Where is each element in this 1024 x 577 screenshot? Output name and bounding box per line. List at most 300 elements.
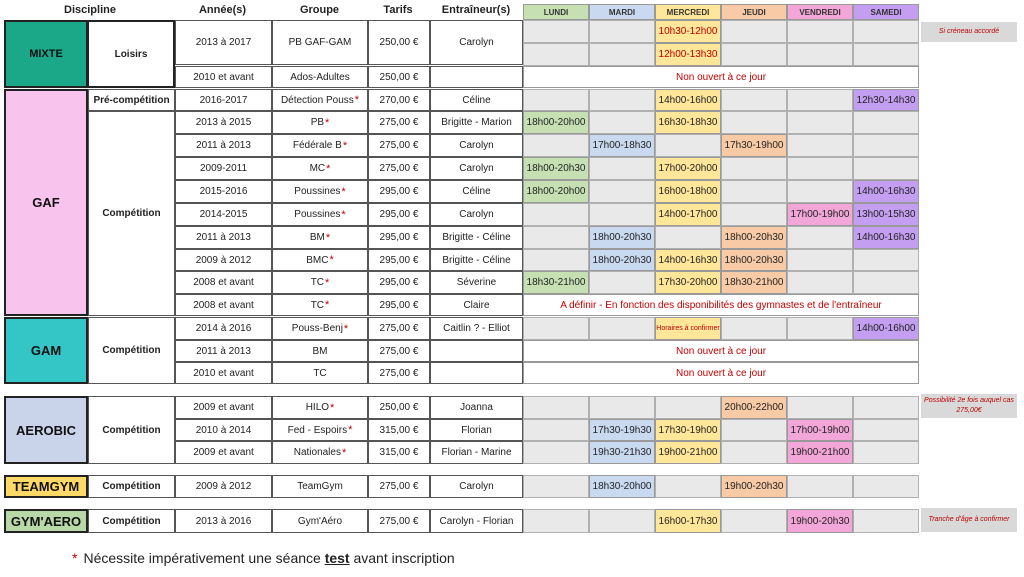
day-grid-cell xyxy=(853,271,919,294)
day-grid-cell xyxy=(787,317,853,340)
cell-entraineur xyxy=(430,271,523,294)
cell-text: Brigitte - Céline xyxy=(442,254,511,266)
cell-text: 295,00 € xyxy=(379,299,419,311)
time-slot: 18h30-21h00 xyxy=(721,271,787,294)
cell-text: Poussines xyxy=(294,209,341,220)
footer-text-after: avant inscription xyxy=(349,550,455,566)
day-grid-cell xyxy=(523,203,589,226)
time-slot: 18h00-20h30 xyxy=(721,249,787,271)
day-grid-cell xyxy=(589,203,655,226)
day-grid-cell xyxy=(853,157,919,180)
cell-groupe xyxy=(272,134,368,157)
discipline-gam: GAM xyxy=(4,317,88,384)
cell-text: MC xyxy=(309,163,326,174)
cell-groupe xyxy=(272,475,368,498)
cell-groupe xyxy=(272,180,368,203)
cell-text: 2010 et avant xyxy=(193,71,254,83)
footer-text-before: Nécessite impérativement une séance xyxy=(83,550,325,566)
cell-text: Brigitte - Marion xyxy=(441,117,512,128)
time-slot: 14h00-16h30 xyxy=(853,180,919,203)
cell-text: Carolyn xyxy=(459,163,494,174)
time-slot: 14h00-16h30 xyxy=(853,226,919,249)
time-slot: 14h00-17h00 xyxy=(655,203,721,226)
cell-text: Ados-Adultes xyxy=(290,71,350,83)
cell-groupe xyxy=(272,89,368,111)
day-grid-cell xyxy=(523,317,589,340)
time-slot: 18h00-20h30 xyxy=(523,157,589,180)
cell-entraineur xyxy=(430,66,523,88)
cell-annees xyxy=(175,441,272,464)
cell-annees xyxy=(175,317,272,340)
asterisk-mark: * xyxy=(343,322,349,335)
cell-annees xyxy=(175,396,272,419)
cell-text: 2010 et avant xyxy=(193,367,254,379)
cell-text: 295,00 € xyxy=(379,254,419,266)
cell-groupe xyxy=(272,203,368,226)
cell-entraineur xyxy=(430,419,523,441)
day-grid-cell xyxy=(853,20,919,43)
cell-groupe xyxy=(272,226,368,249)
time-slot: 16h30-18h30 xyxy=(655,111,721,134)
cell-text: PB GAF-GAM xyxy=(288,37,352,48)
time-slot: 14h00-16h00 xyxy=(655,89,721,111)
message-a-definir: A définir - En fonction des disponibilités des gymnastes et de l'entraîneur xyxy=(523,294,919,316)
cell-text: 2013 à 2015 xyxy=(195,117,252,128)
day-grid-cell xyxy=(853,249,919,271)
day-grid-cell xyxy=(853,134,919,157)
cell-text: 2008 et avant xyxy=(193,299,254,311)
day-grid-cell xyxy=(787,134,853,157)
day-grid-cell xyxy=(787,249,853,271)
cell-groupe xyxy=(272,317,368,340)
cell-text: Fédérale B xyxy=(292,140,342,151)
note-gymaero: Tranche d'âge à confirmer xyxy=(921,508,1017,532)
header-day-mardi: MARDI xyxy=(589,4,655,20)
day-grid-cell xyxy=(721,20,787,43)
time-slot: 17h30-20h00 xyxy=(655,271,721,294)
cell-tarif xyxy=(368,509,430,533)
day-grid-cell xyxy=(655,134,721,157)
day-grid-cell xyxy=(853,419,919,441)
cell-tarif xyxy=(368,89,430,111)
day-grid-cell xyxy=(589,20,655,43)
day-grid-cell xyxy=(853,43,919,66)
cell-text: 250,00 € xyxy=(379,402,419,413)
day-grid-cell xyxy=(787,396,853,419)
cell-annees xyxy=(175,419,272,441)
footer-text-bold: test xyxy=(324,550,350,566)
time-slot: 19h30-21h30 xyxy=(589,441,655,464)
cell-text: 315,00 € xyxy=(379,424,419,436)
cell-tarif xyxy=(368,419,430,441)
cell-text: 2009-2011 xyxy=(199,163,248,174)
cell-text: 2008 et avant xyxy=(193,277,254,288)
cell-text: Brigitte - Céline xyxy=(442,232,511,243)
cell-tarif xyxy=(368,180,430,203)
cell-groupe xyxy=(272,20,368,65)
cell-entraineur xyxy=(430,249,523,271)
day-grid-cell xyxy=(853,441,919,464)
day-grid-cell xyxy=(523,475,589,498)
cell-text: 275,00 € xyxy=(379,140,419,151)
time-slot: 16h00-18h00 xyxy=(655,180,721,203)
discipline-teamgym: TEAMGYM xyxy=(4,475,88,498)
cell-entraineur xyxy=(430,89,523,111)
cell-text: Carolyn xyxy=(459,37,494,48)
cell-text: 275,00 € xyxy=(379,163,419,174)
cell-annees xyxy=(175,362,272,384)
cell-groupe xyxy=(272,419,368,441)
cell-text: 2011 à 2013 xyxy=(196,232,251,243)
cell-entraineur xyxy=(430,157,523,180)
cell-text: Céline xyxy=(462,94,491,106)
cell-text: Joanna xyxy=(460,402,493,413)
level-precomp: Pré-compétition xyxy=(88,89,175,111)
footer-note xyxy=(72,550,455,566)
cell-text: PB xyxy=(310,117,325,128)
header-day-vendredi: VENDREDI xyxy=(787,4,853,20)
day-grid-cell xyxy=(721,441,787,464)
cell-text: 315,00 € xyxy=(379,447,419,458)
cell-annees xyxy=(175,180,272,203)
discipline-gaf: GAF xyxy=(4,89,88,316)
cell-entraineur xyxy=(430,20,523,65)
day-grid-cell xyxy=(655,226,721,249)
time-slot: 18h00-20h00 xyxy=(523,111,589,134)
cell-entraineur xyxy=(430,226,523,249)
cell-entraineur xyxy=(430,340,523,362)
asterisk-mark: * xyxy=(326,162,331,175)
cell-text: Carolyn xyxy=(459,209,494,220)
cell-text: 275,00 € xyxy=(379,345,419,357)
cell-text: 250,00 € xyxy=(379,71,419,83)
time-slot: 17h00-19h00 xyxy=(787,203,853,226)
cell-annees xyxy=(175,134,272,157)
cell-text: 2014 à 2016 xyxy=(195,323,252,334)
discipline-aerobic: AEROBIC xyxy=(4,396,88,464)
time-slot: 19h00-21h00 xyxy=(655,441,721,464)
asterisk-mark: * xyxy=(341,446,347,459)
cell-tarif xyxy=(368,203,430,226)
cell-text: Caitlin ? - Elliot xyxy=(443,323,510,334)
day-grid-cell xyxy=(523,226,589,249)
cell-text: 2011 à 2013 xyxy=(196,345,251,357)
asterisk-mark: * xyxy=(342,139,348,152)
day-grid-cell xyxy=(787,111,853,134)
cell-entraineur xyxy=(430,475,523,498)
day-grid-cell xyxy=(853,475,919,498)
day-grid-cell xyxy=(721,509,787,533)
cell-groupe xyxy=(272,111,368,134)
cell-groupe xyxy=(272,441,368,464)
time-slot: 17h30-19h00 xyxy=(655,419,721,441)
message-non-ouvert: Non ouvert à ce jour xyxy=(523,362,919,384)
header-tarifs: Tarifs xyxy=(383,4,413,16)
discipline-gymaero: GYM'AERO xyxy=(4,509,88,533)
day-grid-cell xyxy=(787,89,853,111)
cell-entraineur xyxy=(430,509,523,533)
time-slot: 20h00-22h00 xyxy=(721,396,787,419)
cell-text: Florian xyxy=(461,424,492,436)
time-slot: 18h30-20h00 xyxy=(589,475,655,498)
cell-text: 2009 et avant xyxy=(193,402,254,413)
cell-text: 2014-2015 xyxy=(199,209,248,220)
time-slot: 18h00-20h30 xyxy=(721,226,787,249)
day-grid-cell xyxy=(721,89,787,111)
cell-tarif xyxy=(368,249,430,271)
header-day-lundi: LUNDI xyxy=(523,4,589,20)
cell-text: Pouss-Benj xyxy=(291,323,343,334)
cell-entraineur xyxy=(430,203,523,226)
cell-groupe xyxy=(272,249,368,271)
cell-text: Fed - Espoirs xyxy=(287,424,348,436)
day-grid-cell xyxy=(787,226,853,249)
asterisk-mark: * xyxy=(354,94,360,106)
day-grid-cell xyxy=(589,157,655,180)
asterisk-mark: * xyxy=(329,254,334,266)
day-grid-cell xyxy=(655,396,721,419)
cell-annees xyxy=(175,249,272,271)
cell-text: TeamGym xyxy=(297,481,343,492)
cell-text: Céline xyxy=(462,186,491,197)
day-grid-cell xyxy=(721,180,787,203)
cell-text: Claire xyxy=(463,299,490,311)
cell-tarif xyxy=(368,294,430,316)
level-competition-gaf: Compétition xyxy=(88,111,175,316)
day-grid-cell xyxy=(721,43,787,66)
day-grid-cell xyxy=(589,111,655,134)
day-grid-cell xyxy=(523,509,589,533)
asterisk-mark: * xyxy=(341,185,346,198)
asterisk-mark: * xyxy=(325,299,330,311)
discipline-mixte: MIXTE xyxy=(4,20,88,88)
cell-tarif xyxy=(368,475,430,498)
day-grid-cell xyxy=(721,203,787,226)
cell-text: TC xyxy=(313,367,327,379)
cell-entraineur xyxy=(430,396,523,419)
day-grid-cell xyxy=(523,134,589,157)
day-grid-cell xyxy=(523,396,589,419)
message-non-ouvert: Non ouvert à ce jour xyxy=(523,66,919,88)
cell-annees xyxy=(175,509,272,533)
cell-annees xyxy=(175,203,272,226)
note-creneau: Si créneau accordé xyxy=(921,22,1017,42)
cell-text: 275,00 € xyxy=(379,323,419,334)
cell-groupe xyxy=(272,509,368,533)
cell-entraineur xyxy=(430,317,523,340)
time-slot: 18h00-20h00 xyxy=(523,180,589,203)
cell-entraineur xyxy=(430,294,523,316)
day-grid-cell xyxy=(655,475,721,498)
time-slot: 14h00-16h00 xyxy=(853,317,919,340)
cell-text: 2010 à 2014 xyxy=(195,424,252,436)
cell-text: Séverine xyxy=(456,277,497,288)
time-slot: 12h00-13h30 xyxy=(655,43,721,66)
time-slot: 18h30-21h00 xyxy=(523,271,589,294)
time-slot: 19h00-21h00 xyxy=(787,441,853,464)
cell-text: 295,00 € xyxy=(379,232,419,243)
cell-annees xyxy=(175,66,272,88)
day-grid-cell xyxy=(589,43,655,66)
cell-text: TC xyxy=(310,299,325,311)
cell-annees xyxy=(175,340,272,362)
day-grid-cell xyxy=(787,157,853,180)
day-grid-cell xyxy=(721,157,787,180)
cell-groupe xyxy=(272,157,368,180)
cell-text: Gym'Aéro xyxy=(297,515,343,527)
day-grid-cell xyxy=(721,111,787,134)
cell-tarif xyxy=(368,441,430,464)
cell-groupe xyxy=(272,340,368,362)
header-annees: Année(s) xyxy=(198,4,247,16)
day-grid-cell xyxy=(787,475,853,498)
cell-text: 250,00 € xyxy=(379,37,419,48)
cell-text: 275,00 € xyxy=(379,117,419,128)
header-day-mercredi: MERCREDI xyxy=(655,4,721,20)
cell-text: 295,00 € xyxy=(379,186,419,197)
day-grid-cell xyxy=(721,317,787,340)
time-slot: 14h00-16h30 xyxy=(655,249,721,271)
cell-text: 2013 à 2016 xyxy=(195,515,252,527)
cell-text: Détection Pouss xyxy=(280,94,354,106)
day-grid-cell xyxy=(853,111,919,134)
cell-annees xyxy=(175,89,272,111)
cell-text: 2009 et avant xyxy=(193,447,254,458)
cell-tarif xyxy=(368,317,430,340)
day-grid-cell xyxy=(589,317,655,340)
level-competition-gam: Compétition xyxy=(88,317,175,384)
cell-annees xyxy=(175,20,272,65)
level-competition-aerobic: Compétition xyxy=(88,396,175,464)
cell-entraineur xyxy=(430,111,523,134)
header-day-jeudi: JEUDI xyxy=(721,4,787,20)
day-grid-cell xyxy=(523,441,589,464)
cell-text: Florian - Marine xyxy=(441,447,512,458)
asterisk-mark: * xyxy=(325,231,331,244)
cell-entraineur xyxy=(430,441,523,464)
cell-text: Carolyn xyxy=(459,140,494,151)
cell-tarif xyxy=(368,362,430,384)
day-grid-cell xyxy=(523,43,589,66)
cell-text: 2015-2016 xyxy=(199,186,248,197)
cell-annees xyxy=(175,271,272,294)
header-groupe: Groupe xyxy=(299,4,340,16)
day-grid-cell xyxy=(589,89,655,111)
cell-text: BMC xyxy=(306,254,329,266)
cell-entraineur xyxy=(430,180,523,203)
time-slot: 18h00-20h30 xyxy=(589,249,655,271)
day-grid-cell xyxy=(787,180,853,203)
cell-tarif xyxy=(368,111,430,134)
message-non-ouvert: Non ouvert à ce jour xyxy=(523,340,919,362)
asterisk-mark: * xyxy=(330,401,335,414)
day-grid-cell xyxy=(589,271,655,294)
day-grid-cell xyxy=(523,249,589,271)
cell-annees xyxy=(175,157,272,180)
cell-groupe xyxy=(272,66,368,88)
time-slot: 12h30-14h30 xyxy=(853,89,919,111)
day-grid-cell xyxy=(589,396,655,419)
cell-tarif xyxy=(368,226,430,249)
header-discipline: Discipline xyxy=(64,4,116,16)
cell-text: Carolyn xyxy=(459,481,494,492)
day-grid-cell xyxy=(721,419,787,441)
cell-text: 2013 à 2017 xyxy=(195,37,252,48)
time-slot: 10h30-12h00 xyxy=(655,20,721,43)
asterisk-mark: * xyxy=(348,424,353,436)
cell-tarif xyxy=(368,340,430,362)
cell-tarif xyxy=(368,271,430,294)
cell-annees xyxy=(175,111,272,134)
cell-text: 2011 à 2013 xyxy=(196,140,251,151)
day-grid-cell xyxy=(589,509,655,533)
footer-asterisk: * xyxy=(72,550,78,566)
cell-text: 2016-2017 xyxy=(199,94,248,106)
cell-text: Nationales xyxy=(293,447,341,458)
cell-text: Carolyn - Florian xyxy=(439,515,514,527)
cell-text: 295,00 € xyxy=(379,209,419,220)
cell-text: 2009 à 2012 xyxy=(195,481,252,492)
time-slot: 16h00-17h30 xyxy=(655,509,721,533)
cell-entraineur xyxy=(430,362,523,384)
time-slot: 18h00-20h30 xyxy=(589,226,655,249)
level-competition-teamgym: Compétition xyxy=(88,475,175,498)
cell-text: TC xyxy=(310,277,325,288)
cell-text: HILO xyxy=(305,402,330,413)
level-loisirs: Loisirs xyxy=(88,20,175,88)
cell-annees xyxy=(175,294,272,316)
asterisk-mark: * xyxy=(325,116,330,129)
day-grid-cell xyxy=(787,271,853,294)
cell-text: 2009 à 2012 xyxy=(195,254,252,266)
level-competition-gymaero: Compétition xyxy=(88,509,175,533)
time-slot: 19h00-20h30 xyxy=(721,475,787,498)
day-grid-cell xyxy=(853,509,919,533)
time-slot: 17h30-19h30 xyxy=(589,419,655,441)
day-grid-cell xyxy=(589,180,655,203)
day-grid-cell xyxy=(787,43,853,66)
time-slot: 19h00-20h30 xyxy=(787,509,853,533)
day-grid-cell xyxy=(787,20,853,43)
cell-groupe xyxy=(272,271,368,294)
time-slot: 17h00-20h00 xyxy=(655,157,721,180)
cell-text: 275,00 € xyxy=(379,515,419,527)
cell-tarif xyxy=(368,66,430,88)
cell-tarif xyxy=(368,157,430,180)
time-slot: Horaires à confirmer xyxy=(655,317,721,340)
cell-groupe xyxy=(272,396,368,419)
cell-annees xyxy=(175,475,272,498)
day-grid-cell xyxy=(523,419,589,441)
cell-entraineur xyxy=(430,134,523,157)
day-grid-cell xyxy=(523,20,589,43)
cell-text: BM xyxy=(309,232,325,243)
cell-groupe xyxy=(272,362,368,384)
time-slot: 17h00-19h00 xyxy=(787,419,853,441)
header-entraineur: Entraîneur(s) xyxy=(441,4,511,16)
cell-groupe xyxy=(272,294,368,316)
day-grid-cell xyxy=(853,396,919,419)
time-slot: 13h00-15h30 xyxy=(853,203,919,226)
header-day-samedi: SAMEDI xyxy=(853,4,919,20)
cell-annees xyxy=(175,226,272,249)
note-aerobic: Possibilité 2e fois auquel cas 275,00€ xyxy=(921,394,1017,418)
cell-tarif xyxy=(368,134,430,157)
cell-text: BM xyxy=(312,345,328,357)
cell-text: 295,00 € xyxy=(379,277,419,288)
cell-text: 270,00 € xyxy=(379,94,419,106)
day-grid-cell xyxy=(523,89,589,111)
